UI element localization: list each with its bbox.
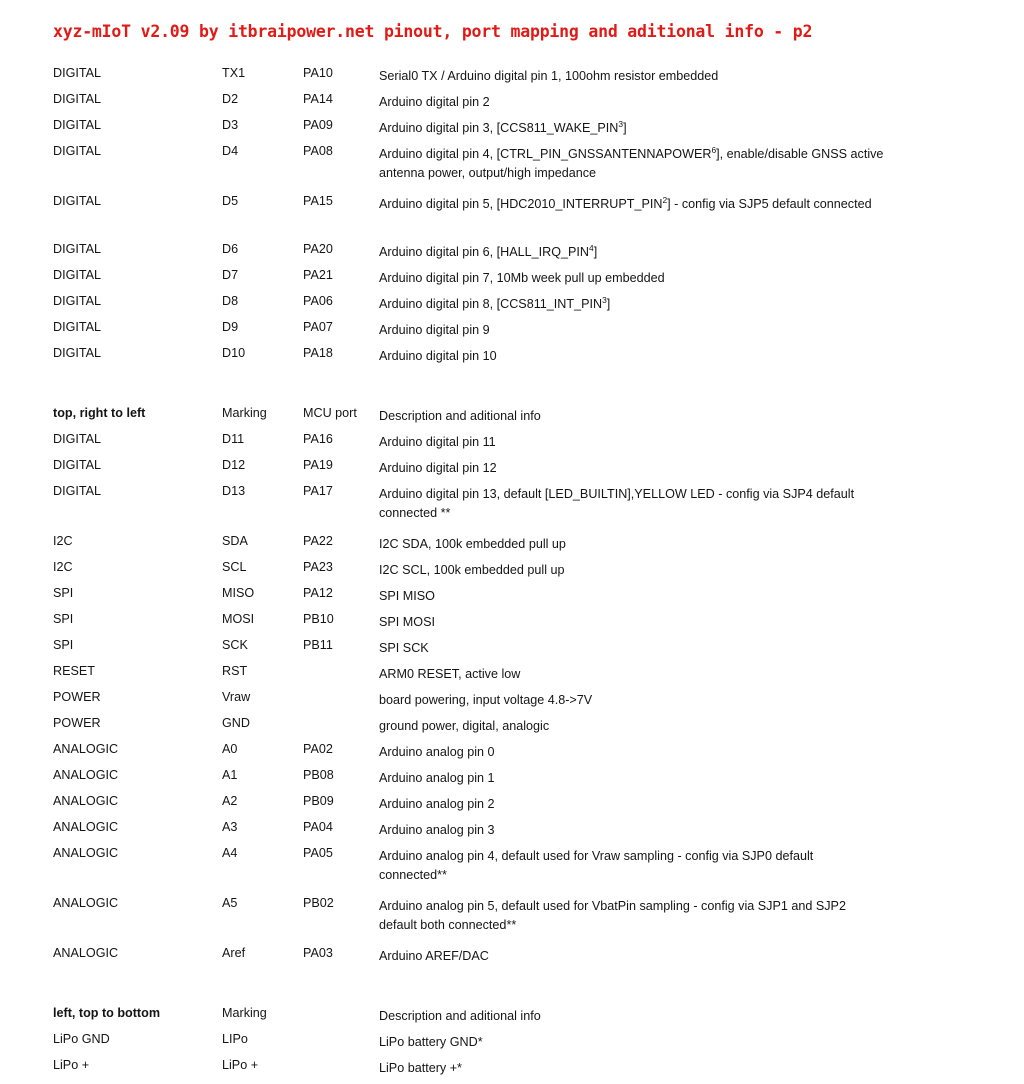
- cell-description: [379, 194, 1024, 220]
- header-mcu-port-label: MCU port: [303, 406, 357, 420]
- cell-marking: D10: [222, 346, 246, 360]
- cell-mcu-port: [303, 1032, 379, 1058]
- cell-marking: A1: [222, 768, 238, 782]
- cell-signal-type: ANALOGIC: [53, 794, 119, 808]
- description-text-tail: ] - config via SJP5 default connected: [667, 197, 872, 211]
- table-row: [0, 534, 1024, 560]
- row-gutter: [0, 586, 53, 612]
- cell-marking: A0: [222, 742, 238, 756]
- cell-marking: MOSI: [222, 612, 255, 626]
- cell-mcu-port: [303, 664, 379, 690]
- description-text: I2C SDA, 100k embedded pull up: [379, 537, 566, 551]
- cell-marking: A3: [222, 820, 238, 834]
- cell-marking: A2: [222, 794, 238, 808]
- row-gutter: [0, 612, 53, 638]
- cell-signal-type: DIGITAL: [53, 484, 102, 498]
- cell-mcu-port: PA22: [303, 534, 333, 548]
- cell-marking: SCL: [222, 560, 247, 574]
- cell-mcu-port: PA20: [303, 242, 333, 256]
- cell-mcu-port: PA19: [303, 458, 333, 472]
- cell-description: [379, 664, 1024, 690]
- row-gutter: [0, 1058, 53, 1084]
- cell-marking: SDA: [222, 534, 248, 548]
- cell-description: [379, 242, 1024, 268]
- description-text: Arduino digital pin 9: [379, 323, 490, 337]
- cell-description: [379, 320, 1024, 346]
- cell-description: [379, 346, 1024, 372]
- cell-description: [379, 66, 1024, 92]
- cell-mcu-port: [303, 716, 379, 742]
- cell-mcu-port: PB11: [303, 638, 333, 652]
- cell-mcu-port: PA05: [303, 846, 333, 860]
- footnote-marker: 4: [589, 242, 594, 253]
- row-gutter: [0, 484, 53, 534]
- cell-marking: D8: [222, 294, 239, 308]
- cell-description: [379, 690, 1024, 716]
- cell-mcu-port: PB10: [303, 612, 334, 626]
- table-row: [0, 458, 1024, 484]
- description-text: Arduino digital pin 11: [379, 435, 496, 449]
- table-row: [0, 144, 1024, 194]
- description-text: Serial0 TX / Arduino digital pin 1, 100ohm resistor embedded: [379, 69, 719, 83]
- table-header-row: [0, 406, 1024, 432]
- cell-signal-type: LiPo GND: [53, 1032, 110, 1046]
- cell-description: [379, 820, 1024, 846]
- description-text: SPI MOSI: [379, 615, 435, 629]
- table-row: [0, 92, 1024, 118]
- cell-description: [379, 586, 1024, 612]
- row-gutter: [0, 690, 53, 716]
- table-row: [0, 846, 1024, 896]
- spacer-cell: [0, 220, 1024, 242]
- table-row: [0, 118, 1024, 144]
- cell-description: [379, 268, 1024, 294]
- cell-signal-type: I2C: [53, 560, 73, 574]
- cell-description: [379, 1032, 1024, 1058]
- cell-marking: TX1: [222, 66, 246, 80]
- table-row: [0, 612, 1024, 638]
- description-text: ARM0 RESET, active low: [379, 667, 521, 681]
- cell-marking: Aref: [222, 946, 246, 960]
- cell-marking: D5: [222, 194, 239, 208]
- cell-description: [379, 144, 1024, 194]
- cell-description: [379, 612, 1024, 638]
- cell-mcu-port: [303, 1058, 379, 1084]
- row-gutter: [0, 144, 53, 194]
- cell-description: [379, 846, 1024, 896]
- table-row: [0, 560, 1024, 586]
- cell-signal-type: ANALOGIC: [53, 768, 119, 782]
- description-text: SPI MISO: [379, 589, 435, 603]
- row-gutter: [0, 768, 53, 794]
- header-description-label: Description and aditional info: [379, 1009, 541, 1023]
- cell-signal-type: DIGITAL: [53, 268, 102, 282]
- row-gutter: [0, 294, 53, 320]
- description-text: Arduino digital pin 13, default [LED_BUILTIN],YELLOW LED - config via SJP4 default: [379, 487, 855, 501]
- table-row: [0, 946, 1024, 972]
- row-gutter: [0, 820, 53, 846]
- header-mcu-port-label: [303, 1006, 379, 1032]
- header-marking-label: Marking: [222, 1006, 267, 1020]
- table-row: [0, 66, 1024, 92]
- cell-marking: D12: [222, 458, 246, 472]
- description-text-tail: ]: [606, 297, 611, 311]
- cell-mcu-port: PA18: [303, 346, 333, 360]
- header-marking-label: Marking: [222, 406, 267, 420]
- row-gutter: [0, 406, 53, 432]
- cell-marking: LIPo: [222, 1032, 248, 1046]
- cell-description: [379, 118, 1024, 144]
- cell-signal-type: SPI: [53, 638, 74, 652]
- cell-mcu-port: PA06: [303, 294, 333, 308]
- cell-marking: Vraw: [222, 690, 251, 704]
- row-gutter: [0, 458, 53, 484]
- cell-mcu-port: PA16: [303, 432, 333, 446]
- description-text-line2: default both connected**: [379, 918, 517, 933]
- cell-description: [379, 742, 1024, 768]
- row-gutter: [0, 1032, 53, 1058]
- description-text: Arduino analog pin 2: [379, 797, 495, 811]
- table-row: [0, 242, 1024, 268]
- cell-signal-type: DIGITAL: [53, 118, 102, 132]
- section-spacer: [0, 972, 1024, 1006]
- table-row: [0, 794, 1024, 820]
- header-group-label: top, right to left: [53, 406, 146, 420]
- description-text: Arduino analog pin 3: [379, 823, 495, 837]
- page-title: xyz-mIoT v2.09 by itbraipower.net pinout, port mapping and aditional info - p2: [53, 22, 813, 41]
- table-row: [0, 432, 1024, 458]
- cell-marking: D7: [222, 268, 239, 282]
- cell-description: [379, 768, 1024, 794]
- cell-mcu-port: PA08: [303, 144, 333, 158]
- cell-signal-type: POWER: [53, 716, 101, 730]
- cell-signal-type: DIGITAL: [53, 346, 102, 360]
- table-row: [0, 268, 1024, 294]
- description-text: Arduino digital pin 12: [379, 461, 497, 475]
- row-gutter: [0, 320, 53, 346]
- row-gutter: [0, 194, 53, 220]
- table-header-row: [0, 1006, 1024, 1032]
- description-text: LiPo battery +*: [379, 1061, 462, 1075]
- cell-signal-type: ANALOGIC: [53, 742, 119, 756]
- table-row: [0, 194, 1024, 220]
- cell-description: [379, 794, 1024, 820]
- footnote-marker: 2: [662, 194, 668, 205]
- cell-mcu-port: PA23: [303, 560, 333, 574]
- cell-mcu-port: PA04: [303, 820, 333, 834]
- table-row: [0, 320, 1024, 346]
- cell-marking: A5: [222, 896, 238, 910]
- table-row: [0, 586, 1024, 612]
- description-text: Arduino digital pin 3, [CCS811_WAKE_PIN: [379, 121, 619, 135]
- table-row: [0, 1058, 1024, 1084]
- row-gutter: [0, 946, 53, 972]
- table-row: [0, 690, 1024, 716]
- description-text: Arduino digital pin 7, 10Mb week pull up embedded: [379, 271, 665, 285]
- description-text: Arduino analog pin 4, default used for Vraw sampling - config via SJP0 default: [379, 849, 814, 863]
- cell-description: [379, 716, 1024, 742]
- cell-description: [379, 458, 1024, 484]
- cell-signal-type: DIGITAL: [53, 242, 102, 256]
- description-text: LiPo battery GND*: [379, 1035, 483, 1049]
- cell-marking: D3: [222, 118, 239, 132]
- table-row: [0, 294, 1024, 320]
- cell-description: [379, 432, 1024, 458]
- description-text-tail: ], enable/disable GNSS active: [716, 147, 884, 161]
- row-gutter: [0, 534, 53, 560]
- cell-signal-type: DIGITAL: [53, 144, 102, 158]
- cell-signal-type: POWER: [53, 690, 101, 704]
- cell-signal-type: LiPo +: [53, 1058, 90, 1072]
- cell-signal-type: SPI: [53, 586, 74, 600]
- row-gutter: [0, 268, 53, 294]
- cell-marking: D2: [222, 92, 239, 106]
- header-group-label: left, top to bottom: [53, 1006, 161, 1020]
- cell-marking: D13: [222, 484, 246, 498]
- row-gutter: [0, 794, 53, 820]
- description-text-tail: ]: [593, 245, 598, 259]
- cell-description: [379, 638, 1024, 664]
- cell-mcu-port: [303, 690, 379, 716]
- cell-mcu-port: PA02: [303, 742, 333, 756]
- table-row: [0, 1032, 1024, 1058]
- cell-signal-type: DIGITAL: [53, 294, 102, 308]
- description-text: Arduino digital pin 5, [HDC2010_INTERRUPT_PIN: [379, 197, 663, 211]
- table-row: [0, 664, 1024, 690]
- table-row: [0, 896, 1024, 946]
- cell-signal-type: SPI: [53, 612, 74, 626]
- spacer-cell: [0, 972, 1024, 1006]
- cell-mcu-port: PA10: [303, 66, 333, 80]
- section-spacer: [0, 220, 1024, 242]
- row-gutter: [0, 118, 53, 144]
- cell-mcu-port: PA17: [303, 484, 333, 498]
- cell-marking: RST: [222, 664, 248, 678]
- row-gutter: [0, 432, 53, 458]
- cell-description: [379, 896, 1024, 946]
- cell-description: [379, 534, 1024, 560]
- table-row: [0, 742, 1024, 768]
- cell-mcu-port: PB02: [303, 896, 334, 910]
- cell-marking: D6: [222, 242, 239, 256]
- row-gutter: [0, 92, 53, 118]
- cell-mcu-port: PA09: [303, 118, 333, 132]
- cell-signal-type: ANALOGIC: [53, 846, 119, 860]
- section-spacer: [0, 372, 1024, 406]
- cell-mcu-port: PA03: [303, 946, 333, 960]
- row-gutter: [0, 664, 53, 690]
- cell-mcu-port: PA21: [303, 268, 333, 282]
- cell-marking: D9: [222, 320, 239, 334]
- table-row: [0, 346, 1024, 372]
- description-text-line2: connected **: [379, 506, 451, 521]
- description-text: Arduino analog pin 5, default used for VbatPin sampling - config via SJP1 and SJP2: [379, 899, 846, 913]
- cell-description: [379, 946, 1024, 972]
- header-description-label: Description and aditional info: [379, 409, 541, 423]
- description-text: Arduino digital pin 8, [CCS811_INT_PIN: [379, 297, 603, 311]
- description-text: ground power, digital, analogic: [379, 719, 550, 733]
- cell-mcu-port: PA14: [303, 92, 333, 106]
- cell-description: [379, 560, 1024, 586]
- cell-marking: D11: [222, 432, 245, 446]
- cell-description: [379, 484, 1024, 534]
- row-gutter: [0, 896, 53, 946]
- table-row: [0, 484, 1024, 534]
- footnote-marker: 6: [711, 144, 717, 155]
- description-text: board powering, input voltage 4.8->7V: [379, 693, 593, 707]
- cell-marking: GND: [222, 716, 250, 730]
- description-text: Arduino digital pin 6, [HALL_IRQ_PIN: [379, 245, 590, 259]
- row-gutter: [0, 1006, 53, 1032]
- cell-signal-type: DIGITAL: [53, 458, 102, 472]
- cell-signal-type: DIGITAL: [53, 320, 102, 334]
- description-text-line2: antenna power, output/high impedance: [379, 166, 597, 181]
- cell-signal-type: RESET: [53, 664, 95, 678]
- row-gutter: [0, 346, 53, 372]
- cell-signal-type: DIGITAL: [53, 92, 102, 106]
- row-gutter: [0, 742, 53, 768]
- cell-signal-type: DIGITAL: [53, 432, 102, 446]
- cell-marking: LiPo +: [222, 1058, 259, 1072]
- row-gutter: [0, 846, 53, 896]
- footnote-marker: 3: [602, 294, 607, 305]
- description-text: Arduino digital pin 2: [379, 95, 490, 109]
- row-gutter: [0, 66, 53, 92]
- row-gutter: [0, 716, 53, 742]
- cell-description: [379, 1058, 1024, 1084]
- description-text: Arduino digital pin 4, [CTRL_PIN_GNSSANTENNAPOWER: [379, 147, 712, 161]
- row-gutter: [0, 242, 53, 268]
- table-row: [0, 638, 1024, 664]
- cell-mcu-port: PA15: [303, 194, 333, 208]
- cell-signal-type: DIGITAL: [53, 194, 102, 208]
- spacer-cell: [0, 372, 1024, 406]
- description-text: I2C SCL, 100k embedded pull up: [379, 563, 565, 577]
- description-text: Arduino analog pin 0: [379, 745, 495, 759]
- cell-mcu-port: PB08: [303, 768, 334, 782]
- description-text: SPI SCK: [379, 641, 429, 655]
- description-text-tail: ]: [623, 121, 627, 135]
- table-row: [0, 768, 1024, 794]
- cell-signal-type: I2C: [53, 534, 73, 548]
- cell-signal-type: DIGITAL: [53, 66, 102, 80]
- table-row: [0, 716, 1024, 742]
- description-text: Arduino AREF/DAC: [379, 949, 489, 963]
- cell-marking: MISO: [222, 586, 255, 600]
- table-row: [0, 820, 1024, 846]
- row-gutter: [0, 638, 53, 664]
- description-text: Arduino analog pin 1: [379, 771, 495, 785]
- cell-marking: D4: [222, 144, 239, 158]
- row-gutter: [0, 560, 53, 586]
- footnote-marker: 3: [618, 118, 624, 129]
- cell-signal-type: ANALOGIC: [53, 820, 119, 834]
- cell-description: [379, 92, 1024, 118]
- cell-signal-type: ANALOGIC: [53, 946, 119, 960]
- cell-mcu-port: PA07: [303, 320, 333, 334]
- pinout-table: [0, 66, 1024, 1084]
- cell-signal-type: ANALOGIC: [53, 896, 119, 910]
- description-text-line2: connected**: [379, 868, 447, 883]
- cell-description: [379, 294, 1024, 320]
- cell-mcu-port: PB09: [303, 794, 334, 808]
- description-text: Arduino digital pin 10: [379, 349, 497, 363]
- cell-marking: A4: [222, 846, 238, 860]
- cell-mcu-port: PA12: [303, 586, 333, 600]
- cell-marking: SCK: [222, 638, 248, 652]
